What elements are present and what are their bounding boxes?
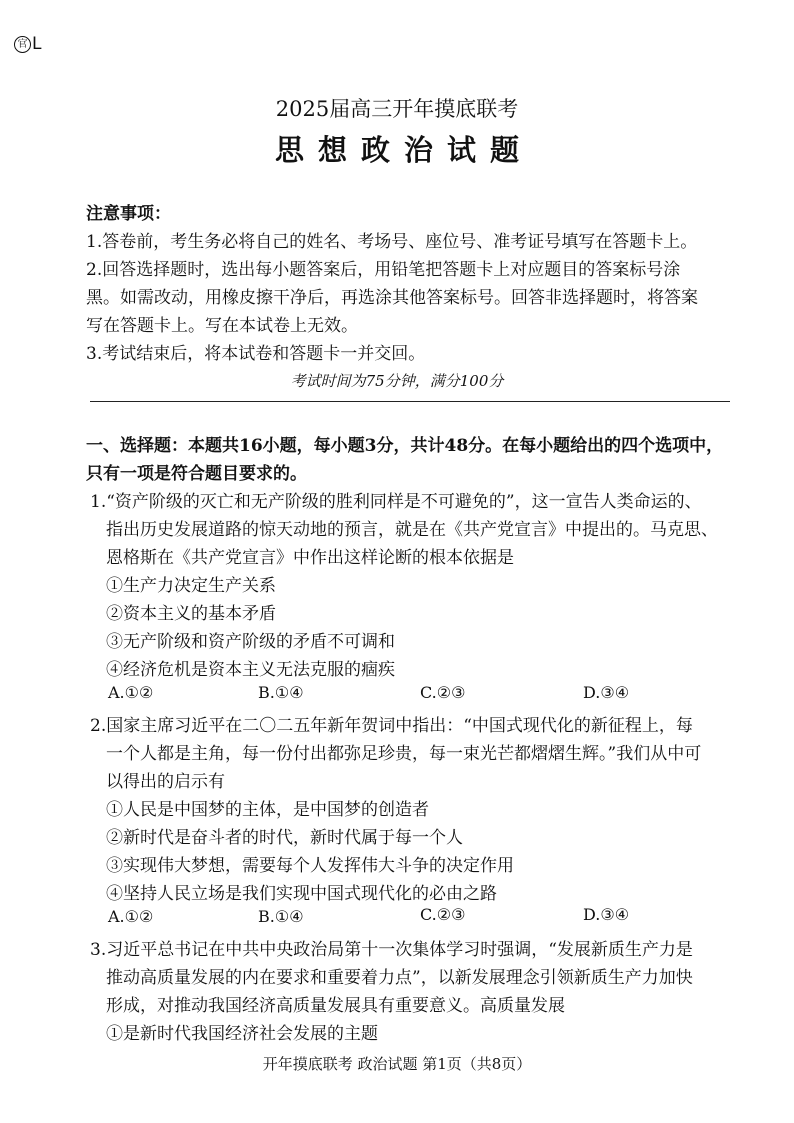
question-1-option-c: C.②③ (420, 683, 466, 702)
corner-mark (14, 34, 41, 54)
question-3-statement: ①是新时代我国经济社会发展的主题 (106, 1024, 378, 1044)
exam-subject: 思想政治试题 (274, 133, 533, 167)
note-line: 3.考试结束后，将本试卷和答题卡一并交回。 (86, 344, 426, 364)
question-2-statement: ③实现伟大梦想，需要每个人发挥伟大斗争的决定作用 (106, 856, 514, 876)
question-1-statement: ④经济危机是资本主义无法克服的痼疾 (106, 660, 395, 680)
question-1-statement: ②资本主义的基本矛盾 (106, 604, 276, 624)
question-3-stem: 3.习近平总书记在中共中央政治局第十一次集体学习时强调，“发展新质生产力是 (90, 940, 693, 960)
note-line: 2.回答选择题时，选出每小题答案后，用铅笔把答题卡上对应题目的答案标号涂 (86, 260, 681, 280)
question-1-option-a: A.①② (108, 683, 154, 702)
corner-letter: L (32, 34, 42, 54)
question-2-statement: ①人民是中国梦的主体，是中国梦的创造者 (106, 800, 429, 820)
question-2-stem: 以得出的启示有 (106, 772, 225, 792)
question-2-stem: 一个人都是主角，每一份付出都弥足珍贵，每一束光芒都熠熠生辉。”我们从中可 (106, 744, 702, 764)
question-2-option-b: B.①④ (258, 907, 304, 926)
question-3-stem: 形成，对推动我国经济高质量发展具有重要意义。高质量发展 (106, 996, 565, 1016)
question-2-option-d: D.③④ (583, 905, 630, 924)
question-2-option-c: C.②③ (420, 905, 466, 924)
question-2-stem: 2.国家主席习近平在二〇二五年新年贺词中指出：“中国式现代化的新征程上，每 (90, 716, 693, 736)
note-line: 写在答题卡上。写在本试卷上无效。 (86, 316, 358, 336)
seal-icon: 官 (14, 36, 31, 53)
exam-timing: 考试时间为75分钟，满分100分 (290, 372, 504, 390)
question-1-stem: 1.“资产阶级的灭亡和无产阶级的胜利同样是不可避免的”，这一宣告人类命运的、 (90, 492, 702, 512)
section-heading: 一、选择题：本题共16小题，每小题3分，共计48分。在每小题给出的四个选项中， (86, 436, 724, 456)
note-line: 黑。如需改动，用橡皮擦干净后，再选涂其他答案标号。回答非选择题时，将答案 (86, 288, 698, 308)
question-1-statement: ③无产阶级和资产阶级的矛盾不可调和 (106, 632, 395, 652)
question-3-stem: 推动高质量发展的内在要求和重要着力点”，以新发展理念引领新质生产力加快 (106, 968, 693, 988)
question-1-option-b: B.①④ (258, 683, 304, 702)
page-footer: 开年摸底联考 政治试题 第1页（共8页） (262, 1055, 532, 1073)
exam-title: 2025届高三开年摸底联考 (275, 97, 519, 121)
question-1-stem: 指出历史发展道路的惊天动地的预言，就是在《共产党宣言》中提出的。马克思、 (106, 520, 718, 540)
section-heading: 只有一项是符合题目要求的。 (86, 464, 307, 484)
question-1-statement: ①生产力决定生产关系 (106, 576, 276, 596)
notes-heading: 注意事项： (86, 204, 171, 224)
divider (90, 401, 730, 402)
question-1-stem: 恩格斯在《共产党宣言》中作出这样论断的根本依据是 (106, 548, 514, 568)
note-line: 1.答卷前，考生务必将自己的姓名、考场号、座位号、准考证号填写在答题卡上。 (86, 232, 698, 252)
question-1-option-d: D.③④ (583, 683, 630, 702)
question-2-statement: ④坚持人民立场是我们实现中国式现代化的必由之路 (106, 884, 497, 904)
question-2-statement: ②新时代是奋斗者的时代，新时代属于每一个人 (106, 828, 463, 848)
question-2-option-a: A.①② (108, 907, 154, 926)
